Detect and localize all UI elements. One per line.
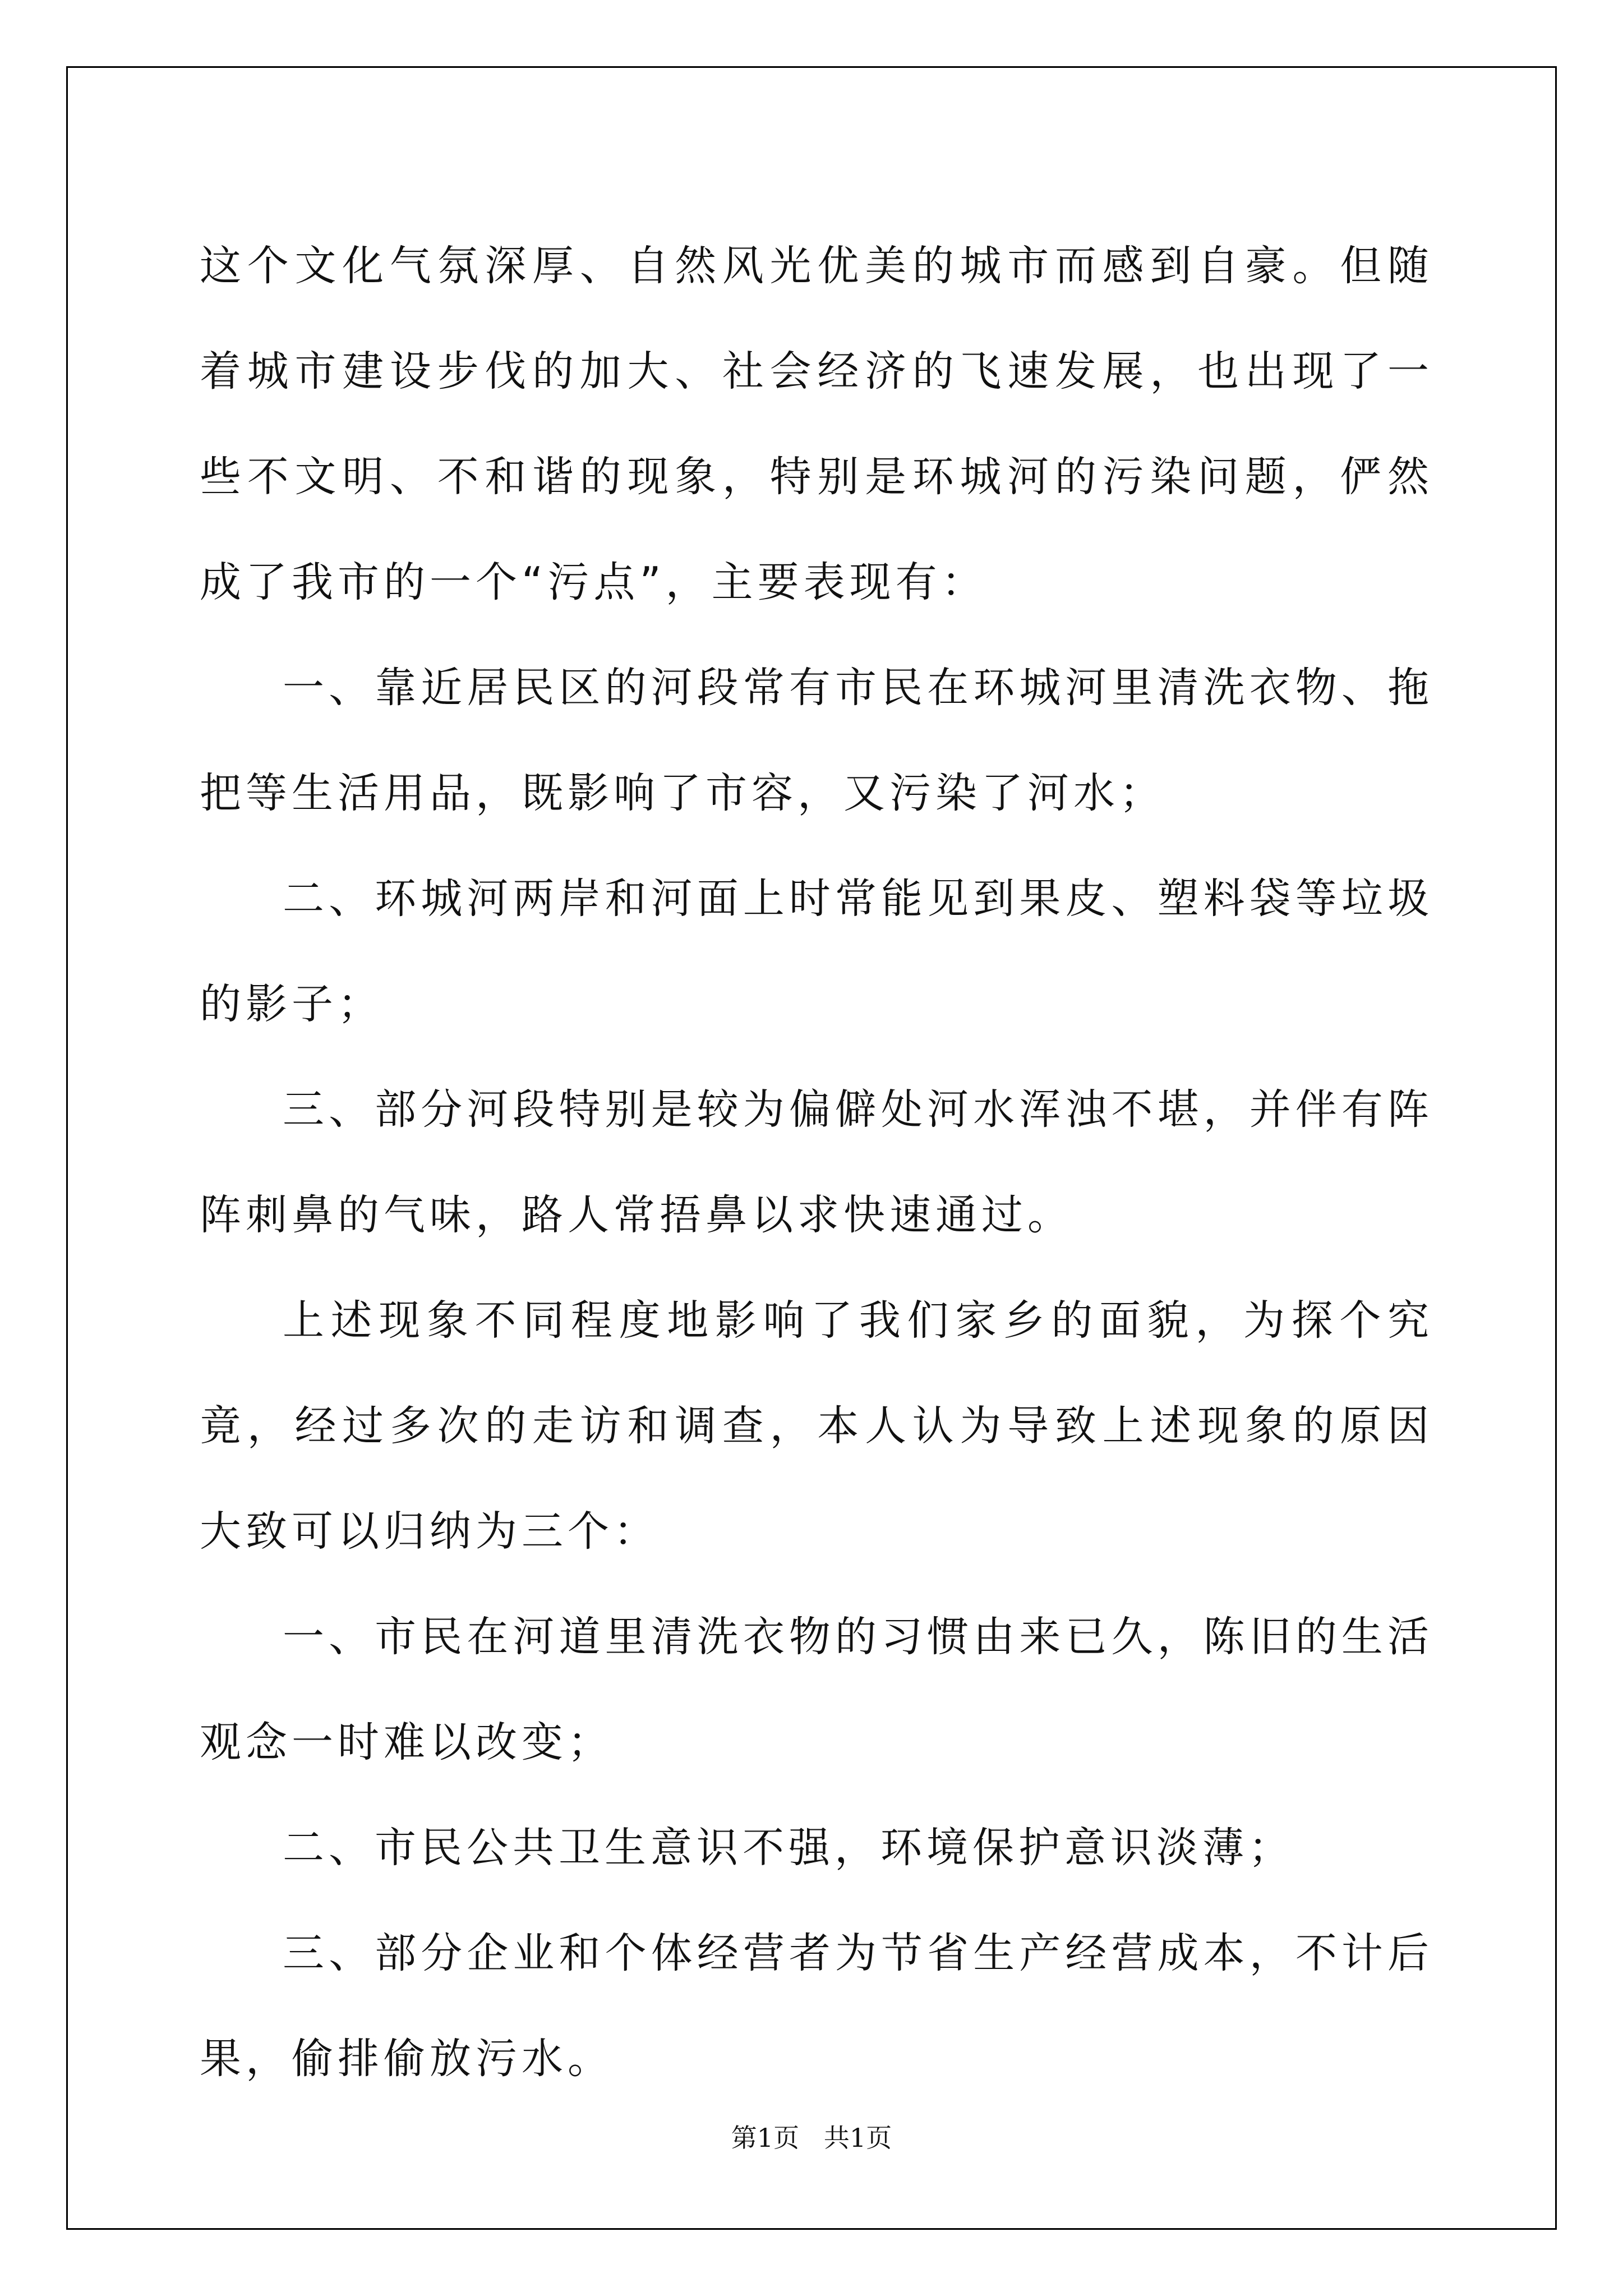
paragraph-4: 三、部分河段特别是较为偏僻处河水浑浊不堪，并伴有阵阵刺鼻的气味，路人常捂鼻以求快速通过。: [200, 1085, 1433, 1239]
document-body: [200, 213, 1433, 2111]
paragraph-5: 上述现象不同程度地影响了我们家乡的面貌，为探个究竟，经过多次的走访和调查，本人认为导致上述现象的原因大致可以归纳为三个：: [200, 1296, 1433, 1556]
paragraph-8: 三、部分企业和个体经营者为节省生产经营成本，不计后果，偷排偷放污水。: [200, 1929, 1433, 2083]
paragraph-1: 这个文化气氛深厚、自然风光优美的城市而感到自豪。但随着城市建设步伐的加大、社会经济的飞速发展，也出现了一些不文明、不和谐的现象，特别是环城河的污染问题，俨然成了我市的一个“污点”，主要表现有：: [200, 242, 1433, 606]
paragraph-3: 二、环城河两岸和河面上时常能见到果皮、塑料袋等垃圾的影子；: [200, 875, 1433, 1028]
page-number-footer: 第1页 共1页: [731, 2123, 892, 2153]
paragraph-7: 二、市民公共卫生意识不强，环境保护意识淡薄；: [283, 1824, 1294, 1872]
paragraph-6: 一、市民在河道里清洗衣物的习惯由来已久，陈旧的生活观念一时难以改变；: [200, 1613, 1433, 1766]
paragraph-2: 一、靠近居民区的河段常有市民在环城河里清洗衣物、拖把等生活用品，既影响了市容，又污染了河水；: [200, 664, 1433, 817]
